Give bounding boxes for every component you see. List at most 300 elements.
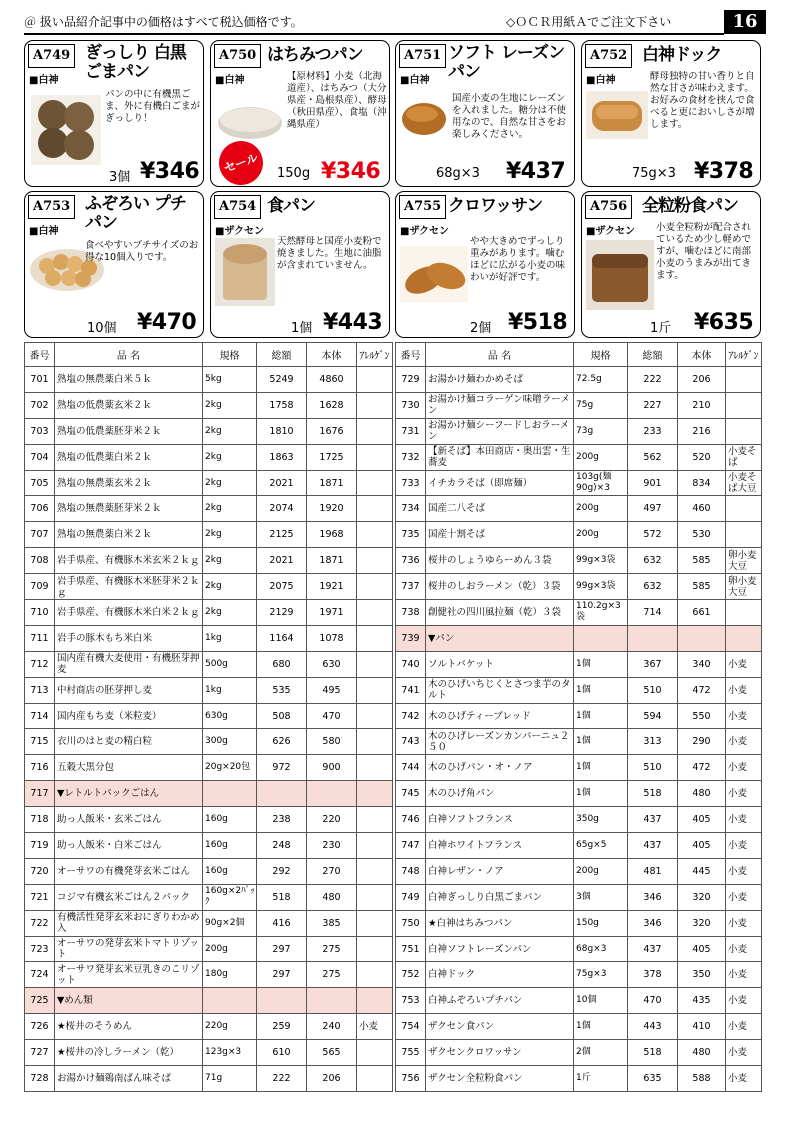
column-header: 規格: [203, 343, 257, 367]
item-name: 有機活性発芽玄米おにぎりわかめ入: [55, 910, 203, 936]
table-row: [396, 1066, 762, 1092]
product-card-a751: [395, 40, 575, 187]
table-row: [25, 884, 393, 910]
product-photo: [400, 246, 468, 302]
product-price: ¥518: [508, 310, 568, 335]
item-name: 白神ホワイトフランス: [426, 833, 574, 859]
item-number: 707: [25, 522, 55, 548]
item-number: 720: [25, 858, 55, 884]
item-base-price: 1921: [307, 574, 357, 600]
item-spec: 1kg: [203, 677, 257, 703]
table-row: [25, 418, 393, 444]
item-allergen: [357, 833, 393, 859]
item-spec: 1kg: [203, 625, 257, 651]
item-total-price: 497: [628, 496, 678, 522]
item-base-price: 900: [307, 755, 357, 781]
item-total-price: 222: [628, 367, 678, 393]
item-spec: 150g: [574, 910, 628, 936]
item-allergen: 小麦: [726, 884, 762, 910]
item-spec: 1個: [574, 703, 628, 729]
product-name: ぎっしり 白黒ごまパン: [85, 43, 186, 82]
table-row: [396, 807, 762, 833]
item-total-price: 572: [628, 522, 678, 548]
table-header-row: [396, 343, 762, 367]
item-spec: 123g×3: [203, 1040, 257, 1066]
item-spec: 72.5g: [574, 367, 628, 393]
order-table-right: [395, 342, 762, 1092]
item-spec: 630g: [203, 703, 257, 729]
item-number: 744: [396, 755, 426, 781]
table-row: [396, 988, 762, 1014]
product-photo: [215, 238, 275, 306]
item-allergen: [357, 1066, 393, 1092]
item-base-price: 520: [678, 444, 726, 470]
item-total-price: 5249: [257, 367, 307, 393]
item-total-price: 626: [257, 729, 307, 755]
item-number: 701: [25, 367, 55, 393]
item-spec: 180g: [203, 962, 257, 988]
item-number: 737: [396, 574, 426, 600]
item-name: 国産二八そば: [426, 496, 574, 522]
item-allergen: [357, 418, 393, 444]
item-name: 熟塩の低農薬胚芽米２ｋ: [55, 418, 203, 444]
product-code: A754: [214, 195, 261, 219]
item-total-price: 2075: [257, 574, 307, 600]
item-number: 752: [396, 962, 426, 988]
item-allergen: 小麦そば大豆: [726, 470, 762, 496]
product-quantity: 75g×3: [632, 166, 676, 181]
table-row: [396, 962, 762, 988]
item-number: 718: [25, 807, 55, 833]
item-spec: 160g: [203, 807, 257, 833]
item-base-price: 1871: [307, 470, 357, 496]
header-rule: [24, 33, 724, 35]
table-row: [25, 833, 393, 859]
item-number: 745: [396, 781, 426, 807]
item-number: 703: [25, 418, 55, 444]
product-name: ソフト レーズンパン: [448, 43, 565, 82]
table-row: [25, 548, 393, 574]
column-header: 総額: [628, 343, 678, 367]
item-total-price: 632: [628, 548, 678, 574]
item-base-price: 275: [307, 936, 357, 962]
product-code: A755: [399, 195, 446, 219]
item-number: 706: [25, 496, 55, 522]
item-base-price: 270: [307, 858, 357, 884]
item-spec: 99g×3袋: [574, 574, 628, 600]
item-name: 木のひげレーズンカンパーニュ２５０: [426, 729, 574, 755]
item-spec: 1個: [574, 781, 628, 807]
item-total-price: 233: [628, 418, 678, 444]
table-row: [396, 496, 762, 522]
item-base-price: 472: [678, 677, 726, 703]
item-base-price: 565: [307, 1040, 357, 1066]
product-description: 食べやすいプチサイズのお得な10個入りです。: [85, 240, 199, 263]
item-allergen: [357, 574, 393, 600]
item-name: 熟塩の低農薬白米２ｋ: [55, 444, 203, 470]
item-name: 【新そば】本田商店・奥出雲・生蕎麦: [426, 444, 574, 470]
product-price: ¥443: [323, 310, 383, 335]
item-spec: 1個: [574, 755, 628, 781]
product-price: ¥346: [321, 159, 381, 184]
item-allergen: [357, 548, 393, 574]
table-row: [25, 522, 393, 548]
item-allergen: [357, 703, 393, 729]
item-allergen: [726, 496, 762, 522]
page-number: 16: [724, 10, 766, 34]
column-header: 本体: [307, 343, 357, 367]
item-name: 助っ人飯米・白米ごはん: [55, 833, 203, 859]
item-allergen: [726, 367, 762, 393]
item-name: 岩手県産、有機豚木米胚芽米２ｋｇ: [55, 574, 203, 600]
item-name: 白神レザン・ノア: [426, 858, 574, 884]
table-row: [396, 367, 762, 393]
item-allergen: [357, 729, 393, 755]
item-number: 715: [25, 729, 55, 755]
table-row: [396, 470, 762, 496]
column-header: 品 名: [426, 343, 574, 367]
item-number: 755: [396, 1040, 426, 1066]
item-allergen: [357, 625, 393, 651]
item-allergen: [357, 392, 393, 418]
item-base-price: 460: [678, 496, 726, 522]
item-total-price: 518: [257, 884, 307, 910]
item-base-price: [678, 625, 726, 651]
column-header: ｱﾚﾙｹﾞﾝ: [726, 343, 762, 367]
item-number: 704: [25, 444, 55, 470]
product-card-a753: [24, 191, 204, 338]
item-allergen: [726, 522, 762, 548]
product-card-a756: [581, 191, 761, 338]
table-row: [396, 703, 762, 729]
table-row: [25, 625, 393, 651]
item-total-price: 437: [628, 936, 678, 962]
item-base-price: 206: [678, 367, 726, 393]
item-base-price: [307, 781, 357, 807]
item-total-price: 313: [628, 729, 678, 755]
item-name: 岩手県産、有機豚木米玄米２ｋｇ: [55, 548, 203, 574]
product-card-a750: [210, 40, 390, 187]
item-base-price: 385: [307, 910, 357, 936]
product-description: 小麦全粒粉が配合されているため少し軽めですが、噛むほどに南部小麦のうまみが出てきます。: [656, 222, 752, 281]
section-row: [396, 625, 762, 651]
item-spec: 3個: [574, 884, 628, 910]
item-name: コジマ有機玄米ごはん２パック: [55, 884, 203, 910]
item-base-price: [307, 988, 357, 1014]
item-number: 713: [25, 677, 55, 703]
item-number: 717: [25, 781, 55, 807]
item-allergen: [357, 781, 393, 807]
table-row: [396, 781, 762, 807]
product-maker: ■白神: [586, 75, 616, 86]
item-base-price: 410: [678, 1014, 726, 1040]
item-number: 740: [396, 651, 426, 677]
item-number: 726: [25, 1014, 55, 1040]
item-allergen: [357, 936, 393, 962]
table-row: [25, 936, 393, 962]
item-name: オーサワの有機発芽玄米ごはん: [55, 858, 203, 884]
item-number: 739: [396, 625, 426, 651]
product-name: はちみつパン: [267, 45, 363, 65]
product-code: A751: [399, 44, 446, 68]
product-code: A752: [585, 44, 632, 68]
item-allergen: 小麦: [726, 781, 762, 807]
product-quantity: 68g×3: [436, 166, 480, 181]
product-maker: ■白神: [400, 75, 430, 86]
item-spec: 2個: [574, 1040, 628, 1066]
product-quantity: 2個: [470, 321, 492, 336]
item-base-price: 1676: [307, 418, 357, 444]
item-name: お湯かけ麺鶏南ばん味そば: [55, 1066, 203, 1092]
item-name: 岩手県産、有機豚木米白米２ｋｇ: [55, 600, 203, 626]
item-base-price: 630: [307, 651, 357, 677]
item-total-price: 714: [628, 600, 678, 626]
product-description: 【原材料】小麦（北海道産）、はちみつ（大分県産・島根県産）、酵母（秋田県産）、食塩（沖縄県産）: [287, 71, 387, 130]
item-spec: 103g(麺90g)×3: [574, 470, 628, 496]
item-number: 732: [396, 444, 426, 470]
item-base-price: 405: [678, 807, 726, 833]
item-spec: 160g×2ﾊﾟｯｸ: [203, 884, 257, 910]
product-quantity: 1斤: [650, 321, 672, 336]
item-base-price: 470: [307, 703, 357, 729]
item-number: 749: [396, 884, 426, 910]
item-name: ザクセン全粒粉食パン: [426, 1066, 574, 1092]
item-spec: 200g: [574, 444, 628, 470]
product-description: 国産小麦の生地にレーズンを入れました。糖分は不使用なので、自然な甘さをお楽しみください。: [452, 93, 567, 140]
item-base-price: 445: [678, 858, 726, 884]
sale-badge: セール: [213, 135, 269, 187]
item-total-price: 378: [628, 962, 678, 988]
section-row: [25, 781, 393, 807]
item-base-price: 585: [678, 574, 726, 600]
product-description: 酵母独特の甘い香りと自然な甘さが味わえます。お好みの食材を挟んで食べると更においしさが増します。: [650, 71, 755, 130]
item-allergen: [726, 392, 762, 418]
item-allergen: [726, 600, 762, 626]
item-spec: 1個: [574, 651, 628, 677]
item-allergen: [357, 858, 393, 884]
item-allergen: 小麦: [726, 1066, 762, 1092]
item-name: ★白神はちみつパン: [426, 910, 574, 936]
item-base-price: 405: [678, 936, 726, 962]
product-quantity: 10個: [87, 321, 117, 336]
section-row: [25, 988, 393, 1014]
item-total-price: 508: [257, 703, 307, 729]
item-allergen: [726, 418, 762, 444]
item-number: 754: [396, 1014, 426, 1040]
item-number: 733: [396, 470, 426, 496]
item-total-price: 2074: [257, 496, 307, 522]
column-header: 番号: [25, 343, 55, 367]
column-header: 品 名: [55, 343, 203, 367]
item-total-price: 1863: [257, 444, 307, 470]
item-base-price: 480: [678, 781, 726, 807]
item-number: 728: [25, 1066, 55, 1092]
item-total-price: 1810: [257, 418, 307, 444]
product-price: ¥437: [506, 159, 566, 184]
product-name: 全粒粉食パン: [642, 196, 738, 216]
item-base-price: 1871: [307, 548, 357, 574]
item-total-price: 518: [628, 781, 678, 807]
item-allergen: 小麦: [726, 988, 762, 1014]
item-spec: 2kg: [203, 522, 257, 548]
item-number: 710: [25, 600, 55, 626]
column-header: 規格: [574, 343, 628, 367]
item-spec: 2kg: [203, 470, 257, 496]
item-name: ザクセンクロワッサン: [426, 1040, 574, 1066]
product-maker: ■ザクセン: [215, 226, 265, 237]
item-base-price: 290: [678, 729, 726, 755]
item-spec: [574, 625, 628, 651]
item-spec: 1個: [574, 729, 628, 755]
item-name: 衣川のはと麦の精白粒: [55, 729, 203, 755]
item-spec: 2kg: [203, 600, 257, 626]
item-number: 738: [396, 600, 426, 626]
product-card-a749: [24, 40, 204, 187]
item-total-price: 972: [257, 755, 307, 781]
table-row: [25, 858, 393, 884]
item-allergen: 小麦: [726, 677, 762, 703]
item-base-price: 661: [678, 600, 726, 626]
item-allergen: [357, 470, 393, 496]
product-maker: ■白神: [29, 75, 59, 86]
table-row: [25, 470, 393, 496]
table-row: [25, 444, 393, 470]
item-name: 桜井のしおラーメン（乾）３袋: [426, 574, 574, 600]
table-row: [25, 1040, 393, 1066]
item-name: お湯かけ麺シーフードしおラーメン: [426, 418, 574, 444]
product-quantity: 150g: [277, 166, 311, 181]
table-row: [25, 600, 393, 626]
item-total-price: 367: [628, 651, 678, 677]
item-name: 木のひげ角パン: [426, 781, 574, 807]
item-spec: 68g×3: [574, 936, 628, 962]
item-number: 751: [396, 936, 426, 962]
item-total-price: 481: [628, 858, 678, 884]
column-header: 総額: [257, 343, 307, 367]
item-total-price: 680: [257, 651, 307, 677]
item-number: 729: [396, 367, 426, 393]
product-price: ¥378: [694, 159, 754, 184]
item-base-price: 405: [678, 833, 726, 859]
item-total-price: 346: [628, 910, 678, 936]
item-spec: [203, 988, 257, 1014]
product-maker: ■白神: [215, 75, 245, 86]
item-number: 748: [396, 858, 426, 884]
item-total-price: 2021: [257, 470, 307, 496]
item-name: 白神ふぞろいプチパン: [426, 988, 574, 1014]
item-total-price: 238: [257, 807, 307, 833]
item-number: 746: [396, 807, 426, 833]
item-name: 熟塩の低農薬玄米２ｋ: [55, 392, 203, 418]
item-base-price: 495: [307, 677, 357, 703]
item-spec: 220g: [203, 1014, 257, 1040]
item-allergen: [357, 367, 393, 393]
table-row: [25, 574, 393, 600]
table-row: [396, 755, 762, 781]
item-allergen: [357, 910, 393, 936]
item-spec: 73g: [574, 418, 628, 444]
item-allergen: 小麦: [726, 858, 762, 884]
item-name: 国産十割そば: [426, 522, 574, 548]
item-total-price: 292: [257, 858, 307, 884]
item-base-price: 530: [678, 522, 726, 548]
item-total-price: 248: [257, 833, 307, 859]
item-spec: 5kg: [203, 367, 257, 393]
item-allergen: [357, 962, 393, 988]
product-photo: [31, 95, 101, 165]
item-total-price: 2021: [257, 548, 307, 574]
item-total-price: 2129: [257, 600, 307, 626]
item-total-price: 416: [257, 910, 307, 936]
item-spec: 99g×3袋: [574, 548, 628, 574]
item-total-price: 901: [628, 470, 678, 496]
item-allergen: [357, 651, 393, 677]
item-total-price: [628, 625, 678, 651]
product-name: クロワッサン: [448, 196, 543, 216]
item-allergen: [357, 522, 393, 548]
product-name: 食パン: [267, 196, 315, 216]
item-allergen: 小麦: [726, 755, 762, 781]
item-allergen: [357, 884, 393, 910]
item-total-price: 635: [628, 1066, 678, 1092]
item-total-price: 297: [257, 962, 307, 988]
item-allergen: 小麦: [726, 1040, 762, 1066]
product-photo: [586, 91, 648, 139]
item-total-price: 470: [628, 988, 678, 1014]
item-spec: 160g: [203, 858, 257, 884]
item-number: 705: [25, 470, 55, 496]
item-number: 702: [25, 392, 55, 418]
table-row: [396, 910, 762, 936]
item-spec: 20g×20包: [203, 755, 257, 781]
table-row: [25, 651, 393, 677]
item-allergen: [357, 444, 393, 470]
column-header: 番号: [396, 343, 426, 367]
item-base-price: 1725: [307, 444, 357, 470]
item-spec: 1個: [574, 677, 628, 703]
item-spec: 2kg: [203, 444, 257, 470]
item-name: 創健社の四川風拉麺（乾）３袋: [426, 600, 574, 626]
item-total-price: 562: [628, 444, 678, 470]
item-spec: 65g×5: [574, 833, 628, 859]
item-total-price: 437: [628, 833, 678, 859]
item-base-price: 230: [307, 833, 357, 859]
item-number: 725: [25, 988, 55, 1014]
item-spec: 1個: [574, 1014, 628, 1040]
item-allergen: 小麦そば: [726, 444, 762, 470]
item-spec: 2kg: [203, 392, 257, 418]
item-base-price: 240: [307, 1014, 357, 1040]
item-allergen: [726, 625, 762, 651]
product-code: A750: [214, 44, 261, 68]
product-name: ふぞろい プチパン: [85, 194, 186, 233]
table-row: [396, 600, 762, 626]
item-total-price: 510: [628, 677, 678, 703]
item-base-price: 480: [307, 884, 357, 910]
item-number: 721: [25, 884, 55, 910]
item-allergen: [357, 807, 393, 833]
table-row: [396, 936, 762, 962]
item-spec: 2kg: [203, 548, 257, 574]
item-total-price: 510: [628, 755, 678, 781]
item-spec: 300g: [203, 729, 257, 755]
table-row: [396, 574, 762, 600]
item-allergen: [357, 677, 393, 703]
item-name: 木のひげティーブレッド: [426, 703, 574, 729]
item-base-price: 220: [307, 807, 357, 833]
item-base-price: 1971: [307, 600, 357, 626]
table-row: [396, 418, 762, 444]
